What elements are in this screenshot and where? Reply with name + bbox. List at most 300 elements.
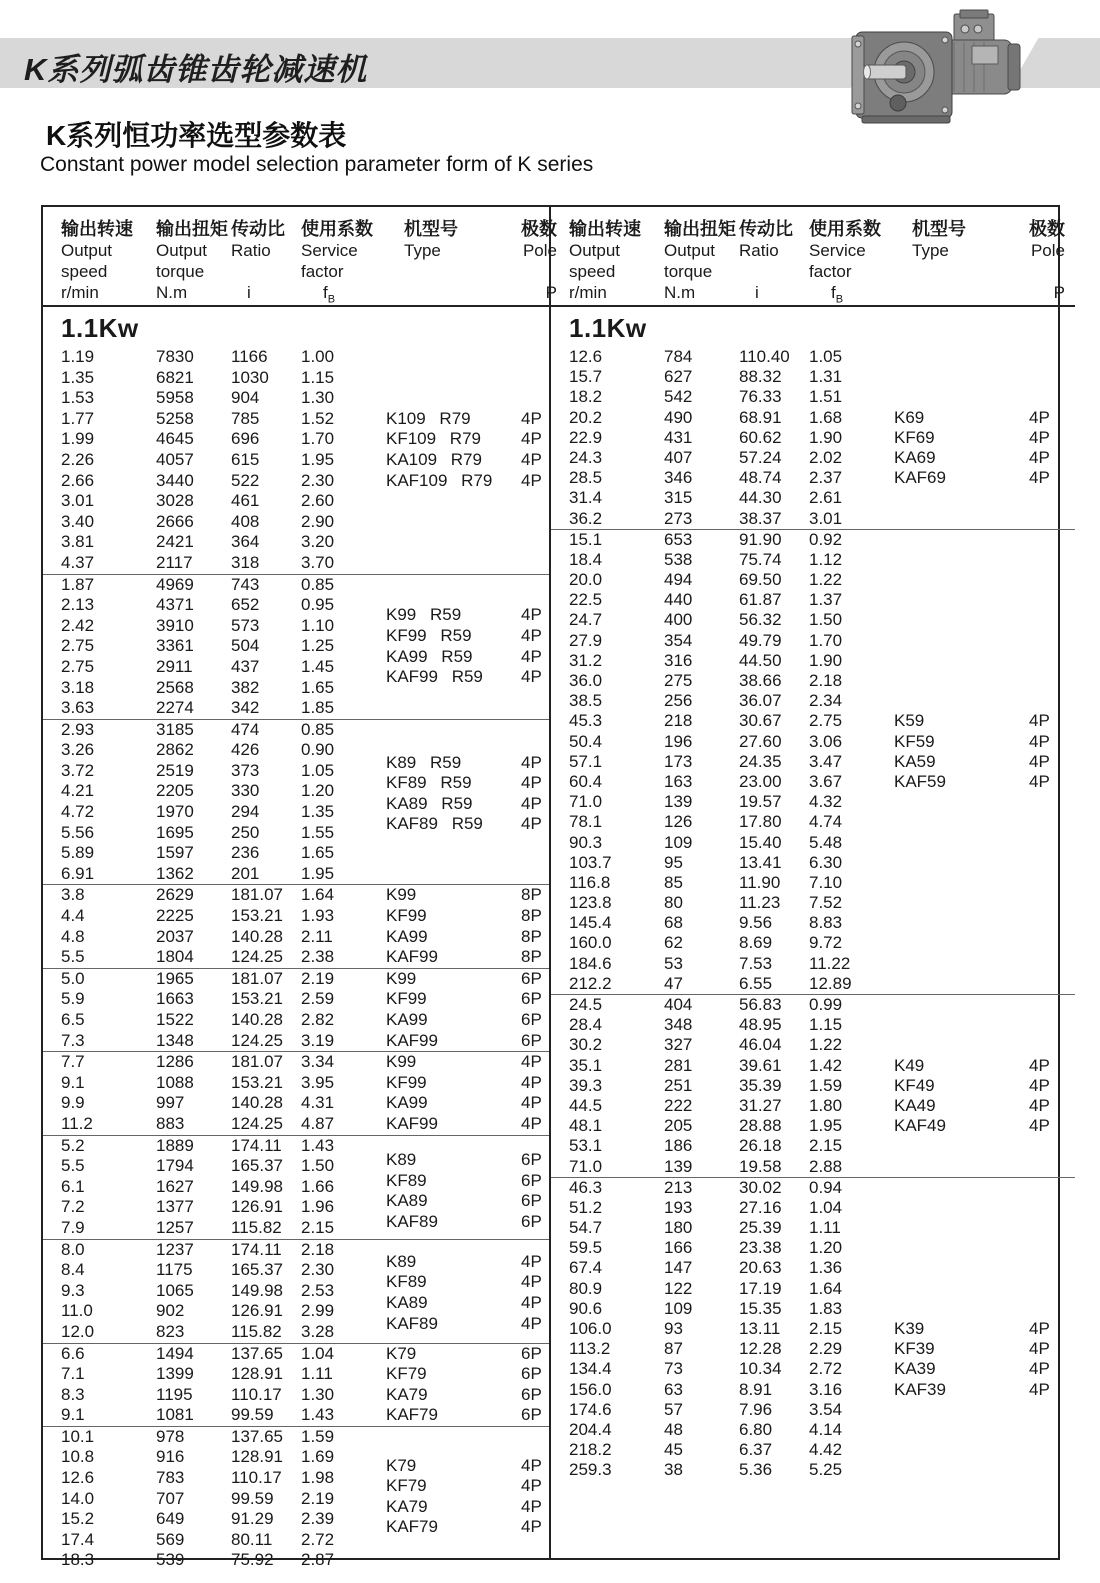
output-speed-cell: 156.0 [569,1379,612,1399]
output-speed-cell: 145.4 [569,913,612,933]
service-factor-cell: 2.82 [301,1010,335,1029]
output-speed-cell: 28.5 [569,468,603,488]
pole-value: 6P [521,1191,542,1211]
output-speed-cell: 9.9 [61,1093,85,1113]
type-pole-group [386,1252,545,1334]
model-type: KAF99 [386,1030,438,1050]
output-speed-cell: 3.18 [61,677,95,697]
output-speed-cell: 53.1 [569,1136,603,1156]
output-speed-cell: 3.63 [61,698,95,718]
output-torque-cell: 2274 [156,698,194,718]
output-speed-cell: 1.19 [61,347,95,366]
service-factor-cell: 2.37 [809,468,843,488]
type-pole-group [894,711,1071,792]
output-speed-cell: 31.2 [569,650,603,670]
ratio-cell: 11.90 [739,872,781,892]
output-speed-cell: 174.6 [569,1399,612,1419]
service-factor-cell: 1.31 [809,367,843,387]
type-line [386,429,545,450]
model-type: KF99 [386,1072,427,1092]
pole-value: 4P [521,646,542,666]
output-torque-cell: 87 [664,1339,683,1359]
output-speed-cell: 36.2 [569,508,603,528]
service-factor-cell: 3.06 [809,731,843,751]
output-speed-cell: 46.3 [569,1177,603,1197]
output-torque-cell: 163 [664,771,693,791]
type-line [386,1314,545,1335]
table-row [551,1198,1075,1218]
col-output-torque: 输出扭矩 Output torque N.m [156,219,228,302]
pole-value: 4P [1029,1359,1050,1379]
service-factor-cell: 2.75 [809,711,843,731]
output-torque-cell: 85 [664,872,683,892]
model-type: K99 [386,1052,417,1072]
service-factor-cell: 1.36 [809,1258,843,1278]
service-factor-cell: 1.11 [301,1364,333,1384]
service-factor-cell: 2.30 [301,470,335,490]
output-speed-cell: 31.4 [569,488,603,508]
output-speed-cell: 9.1 [61,1405,85,1425]
ratio-cell: 38.66 [739,671,782,690]
model-type: K89 [386,1251,417,1271]
service-factor-cell: 3.54 [809,1399,843,1419]
output-speed-cell: 78.1 [569,812,603,832]
service-factor-cell: 2.39 [301,1509,335,1529]
ratio-cell: 8.69 [739,933,773,953]
table-row [551,570,1075,590]
model-type: KF109 R79 [386,429,481,449]
pole-value: 4P [521,605,542,625]
service-factor-cell: 1.52 [301,408,335,428]
output-speed-cell: 184.6 [569,953,612,973]
output-torque-cell: 5258 [156,408,194,428]
type-line [386,1456,545,1477]
output-speed-cell: 15.1 [569,529,603,549]
section-title-en: Constant power model selection parameter form of K series [40,153,594,176]
ratio-cell: 19.57 [739,792,782,812]
type-line [386,471,545,492]
output-speed-cell: 44.5 [569,1095,603,1115]
model-type: K99 R59 [386,605,462,625]
table-row [43,843,549,864]
service-factor-cell: 1.80 [809,1095,843,1115]
output-speed-cell: 45.3 [569,711,603,731]
output-speed-cell: 10.1 [61,1426,95,1446]
type-line [386,1364,545,1385]
output-torque-cell: 1175 [156,1260,193,1280]
type-line [386,626,545,647]
param-block [43,1427,549,1571]
output-torque-cell: 196 [664,731,693,751]
ratio-cell: 6.80 [739,1419,773,1439]
ratio-cell: 35.39 [739,1075,782,1095]
service-factor-cell: 1.22 [809,570,843,590]
ratio-cell: 11.23 [739,893,781,913]
ratio-cell: 56.32 [739,610,782,630]
ratio-cell: 743 [231,574,260,594]
output-speed-cell: 57.1 [569,751,603,771]
table-right-half [551,207,1075,1558]
param-block [43,969,549,1052]
table-row [43,553,549,574]
model-type: KA99 [386,926,428,946]
col-output-speed: 输出转速 Output speed r/min [61,219,133,302]
output-torque-cell: 6821 [156,367,194,387]
output-speed-cell: 259.3 [569,1460,612,1480]
ratio-cell: 149.98 [231,1280,283,1300]
model-type: KA89 R59 [386,793,473,813]
service-factor-cell: 4.31 [301,1093,335,1113]
table-row [43,1427,549,1448]
table-row [551,873,1075,893]
ratio-cell: 60.62 [739,427,782,447]
param-block [551,1178,1075,1481]
table-row [43,388,549,409]
col-pole: 极数 Pole P [521,219,557,302]
output-torque-cell: 2862 [156,740,194,760]
output-speed-cell: 7.7 [61,1052,85,1072]
output-torque-cell: 5958 [156,388,194,408]
pole-value: 6P [521,989,542,1009]
output-speed-cell: 2.93 [61,719,95,739]
param-block [43,347,549,575]
type-pole-group [894,1056,1071,1137]
output-speed-cell: 103.7 [569,852,612,872]
pole-value: 6P [521,1010,542,1029]
output-torque-cell: 222 [664,1095,693,1115]
service-factor-cell: 2.29 [809,1339,843,1359]
type-line [894,468,1071,488]
service-factor-cell: 1.37 [809,590,843,610]
type-line [386,605,545,626]
ratio-cell: 174.11 [231,1135,282,1155]
output-torque-cell: 2225 [156,906,194,926]
service-factor-cell: 1.25 [301,636,335,656]
left-data-blocks [43,347,549,1571]
output-torque-cell: 7830 [156,347,194,366]
output-speed-cell: 24.5 [569,995,603,1014]
ratio-cell: 330 [231,781,260,801]
output-torque-cell: 139 [664,1156,693,1176]
type-line [386,1031,545,1052]
service-factor-cell: 4.74 [809,812,843,832]
output-torque-cell: 407 [664,447,693,467]
ratio-cell: 6.37 [739,1440,773,1460]
ratio-cell: 364 [231,532,260,552]
col-type: 机型号 Type [404,219,458,260]
table-left-half [43,207,557,1570]
output-torque-cell: 1695 [156,822,194,842]
output-torque-cell: 627 [664,367,693,387]
service-factor-cell: 1.90 [809,650,843,670]
output-torque-cell: 273 [664,508,693,528]
pole-value: 4P [521,1517,542,1537]
model-type: KA59 [894,751,936,771]
output-speed-cell: 2.66 [61,470,95,490]
output-torque-cell: 316 [664,650,693,670]
service-factor-cell: 1.69 [301,1447,335,1467]
service-factor-cell: 1.96 [301,1197,335,1217]
type-line [894,1339,1071,1359]
type-line [894,408,1071,428]
type-pole-group [386,1052,545,1134]
output-torque-cell: 997 [156,1093,185,1113]
output-speed-cell: 5.0 [61,968,85,988]
service-factor-cell: 1.68 [809,407,843,427]
type-line [894,752,1071,772]
ratio-cell: 201 [231,863,260,883]
output-torque-cell: 205 [664,1116,693,1136]
service-factor-cell: 6.30 [809,852,843,872]
service-factor-cell: 3.16 [809,1379,843,1399]
ratio-cell: 696 [231,429,260,449]
output-torque-cell: 2519 [156,760,194,780]
ratio-cell: 785 [231,408,260,428]
ratio-cell: 7.96 [739,1399,773,1419]
ratio-cell: 124.25 [231,1030,283,1050]
output-torque-cell: 1663 [156,989,194,1009]
output-speed-cell: 18.2 [569,387,603,407]
model-type: KAF79 [386,1517,438,1537]
param-block [551,347,1075,530]
type-line [894,1056,1071,1076]
type-line [386,409,545,430]
output-torque-cell: 883 [156,1113,185,1133]
ratio-cell: 24.35 [739,751,782,771]
table-row [551,1279,1075,1299]
col-ratio: 传动比 Ratio i [231,219,285,302]
service-factor-cell: 1.10 [301,615,335,635]
output-torque-cell: 707 [156,1488,185,1508]
model-type: KAF69 [894,468,946,488]
ratio-cell: 80.11 [231,1529,273,1549]
col-pole: 极数 Pole P [1029,219,1065,302]
ratio-cell: 153.21 [231,989,283,1009]
table-row [551,367,1075,387]
service-factor-cell: 1.66 [301,1176,335,1196]
type-line [386,1405,545,1426]
service-factor-cell: 1.64 [809,1278,843,1298]
model-type: KAF99 [386,947,438,967]
service-factor-cell: 5.25 [809,1460,843,1480]
output-torque-cell: 122 [664,1278,693,1298]
ratio-cell: 49.79 [739,630,782,650]
output-speed-cell: 80.9 [569,1278,603,1298]
ratio-cell: 48.74 [739,468,782,488]
type-line [894,711,1071,731]
table-row [43,368,549,389]
output-speed-cell: 35.1 [569,1055,603,1075]
parameter-table [41,205,1065,1570]
pole-value: 6P [521,1384,542,1404]
ratio-cell: 56.83 [739,995,782,1014]
service-factor-cell: 2.72 [809,1359,843,1379]
type-line [386,1052,545,1073]
output-torque-cell: 1237 [156,1239,194,1259]
service-factor-cell: 1.05 [301,760,335,780]
pole-value: 4P [521,1272,542,1292]
service-factor-cell: 1.30 [301,1384,335,1404]
table-header [43,207,557,307]
service-factor-cell: 2.34 [809,691,843,711]
output-speed-cell: 113.2 [569,1339,611,1359]
ratio-cell: 44.30 [739,488,782,508]
service-factor-cell: 1.15 [809,1015,843,1035]
output-speed-cell: 4.4 [61,906,85,926]
output-speed-cell: 14.0 [61,1488,95,1508]
ratio-cell: 75.92 [231,1550,274,1570]
output-speed-cell: 11.2 [61,1113,93,1133]
table-row [551,488,1075,508]
table-row [551,509,1075,529]
table-row [43,512,549,533]
table-row [551,1238,1075,1258]
pole-value: 6P [521,1170,542,1190]
output-torque-cell: 1257 [156,1217,194,1237]
output-speed-cell: 90.3 [569,832,603,852]
service-factor-cell: 2.53 [301,1280,335,1300]
type-line [386,947,545,968]
service-factor-cell: 1.59 [809,1075,843,1095]
model-type: KF99 R59 [386,626,472,646]
ratio-cell: 153.21 [231,1072,283,1092]
service-factor-cell: 1.12 [809,549,843,569]
output-speed-cell: 20.2 [569,407,603,427]
type-line [894,1076,1071,1096]
output-speed-cell: 10.8 [61,1447,95,1467]
ratio-cell: 75.74 [739,549,782,569]
type-pole-group [386,1456,545,1538]
ratio-cell: 126.91 [231,1301,283,1321]
pole-value: 4P [521,1476,542,1496]
model-type: KA79 [386,1384,428,1404]
output-torque-cell: 348 [664,1015,693,1035]
service-factor-cell: 3.34 [301,1052,335,1072]
output-torque-cell: 126 [664,812,693,832]
output-speed-cell: 18.4 [569,549,603,569]
output-speed-cell: 27.9 [569,630,603,650]
output-torque-cell: 180 [664,1218,693,1238]
service-factor-cell: 2.30 [301,1260,335,1280]
table-row [43,532,549,553]
output-speed-cell: 212.2 [569,973,612,993]
ratio-cell: 10.34 [739,1359,782,1379]
service-factor-cell: 2.15 [809,1319,843,1338]
pole-value: 4P [521,449,542,469]
ratio-cell: 165.37 [231,1260,283,1280]
output-torque-cell: 3361 [156,636,194,656]
output-torque-cell: 569 [156,1529,185,1549]
output-torque-cell: 1399 [156,1364,194,1384]
pole-value: 4P [521,814,542,834]
output-torque-cell: 47 [664,973,683,993]
table-row [551,691,1075,711]
model-type: KA79 [386,1496,428,1516]
output-torque-cell: 109 [664,832,693,852]
model-type: KAF79 [386,1405,438,1425]
output-speed-cell: 2.42 [61,615,95,635]
type-line [386,1476,545,1497]
output-speed-cell: 39.3 [569,1075,603,1095]
output-speed-cell: 22.9 [569,427,603,447]
type-line [386,927,545,948]
type-line [386,1385,545,1406]
type-line [894,1319,1071,1339]
ratio-cell: 140.28 [231,926,283,946]
service-factor-cell: 3.01 [809,508,843,528]
type-line [894,1096,1071,1116]
model-type: KF39 [894,1339,935,1359]
table-row [551,1035,1075,1055]
model-type: KF89 R59 [386,773,472,793]
output-torque-cell: 63 [664,1379,683,1399]
output-speed-cell: 2.75 [61,656,95,676]
output-torque-cell: 147 [664,1258,693,1278]
type-line [386,1252,545,1273]
output-speed-cell: 4.72 [61,802,95,822]
service-factor-cell: 2.61 [809,488,843,508]
service-factor-cell: 1.59 [301,1426,335,1446]
output-torque-cell: 4645 [156,429,194,449]
param-block [43,720,549,886]
pole-value: 4P [1029,468,1050,488]
param-block [43,1052,549,1135]
ratio-cell: 1166 [231,347,268,366]
model-type: KAF89 R59 [386,814,483,834]
output-speed-cell: 12.6 [61,1468,95,1488]
ratio-cell: 27.60 [739,731,782,751]
output-torque-cell: 784 [664,347,693,366]
ratio-cell: 76.33 [739,387,782,407]
output-torque-cell: 2205 [156,781,194,801]
ratio-cell: 573 [231,615,260,635]
output-torque-cell: 166 [664,1238,693,1258]
table-row [43,864,549,885]
service-factor-cell: 1.95 [301,863,335,883]
ratio-cell: 904 [231,388,260,408]
type-pole-group [386,409,545,491]
ratio-cell: 7.53 [739,953,773,973]
service-factor-cell: 1.43 [301,1405,335,1425]
ratio-cell: 1030 [231,367,269,387]
ratio-cell: 149.98 [231,1176,283,1196]
output-torque-cell: 45 [664,1440,683,1460]
output-torque-cell: 2666 [156,511,194,531]
output-speed-cell: 12.0 [61,1321,95,1341]
ratio-cell: 408 [231,511,260,531]
table-row [551,1136,1075,1156]
output-speed-cell: 4.8 [61,926,85,946]
model-type: KA89 [386,1293,428,1313]
service-factor-cell: 1.90 [809,427,843,447]
table-row [551,550,1075,570]
model-type: KAF99 R59 [386,667,483,687]
model-type: KAF59 [894,772,946,792]
type-pole-group [386,1344,545,1426]
param-block [551,995,1075,1178]
service-factor-cell: 2.59 [301,989,335,1009]
type-line [386,906,545,927]
table-row [551,853,1075,873]
model-type: K79 [386,1455,417,1475]
power-section-label: 1.1Kw [61,313,139,343]
output-torque-cell: 1286 [156,1052,194,1072]
pole-value: 4P [1029,711,1050,731]
service-factor-cell: 3.95 [301,1072,335,1092]
type-line [894,428,1071,448]
ratio-cell: 13.11 [739,1319,781,1338]
service-factor-cell: 1.83 [809,1298,843,1318]
